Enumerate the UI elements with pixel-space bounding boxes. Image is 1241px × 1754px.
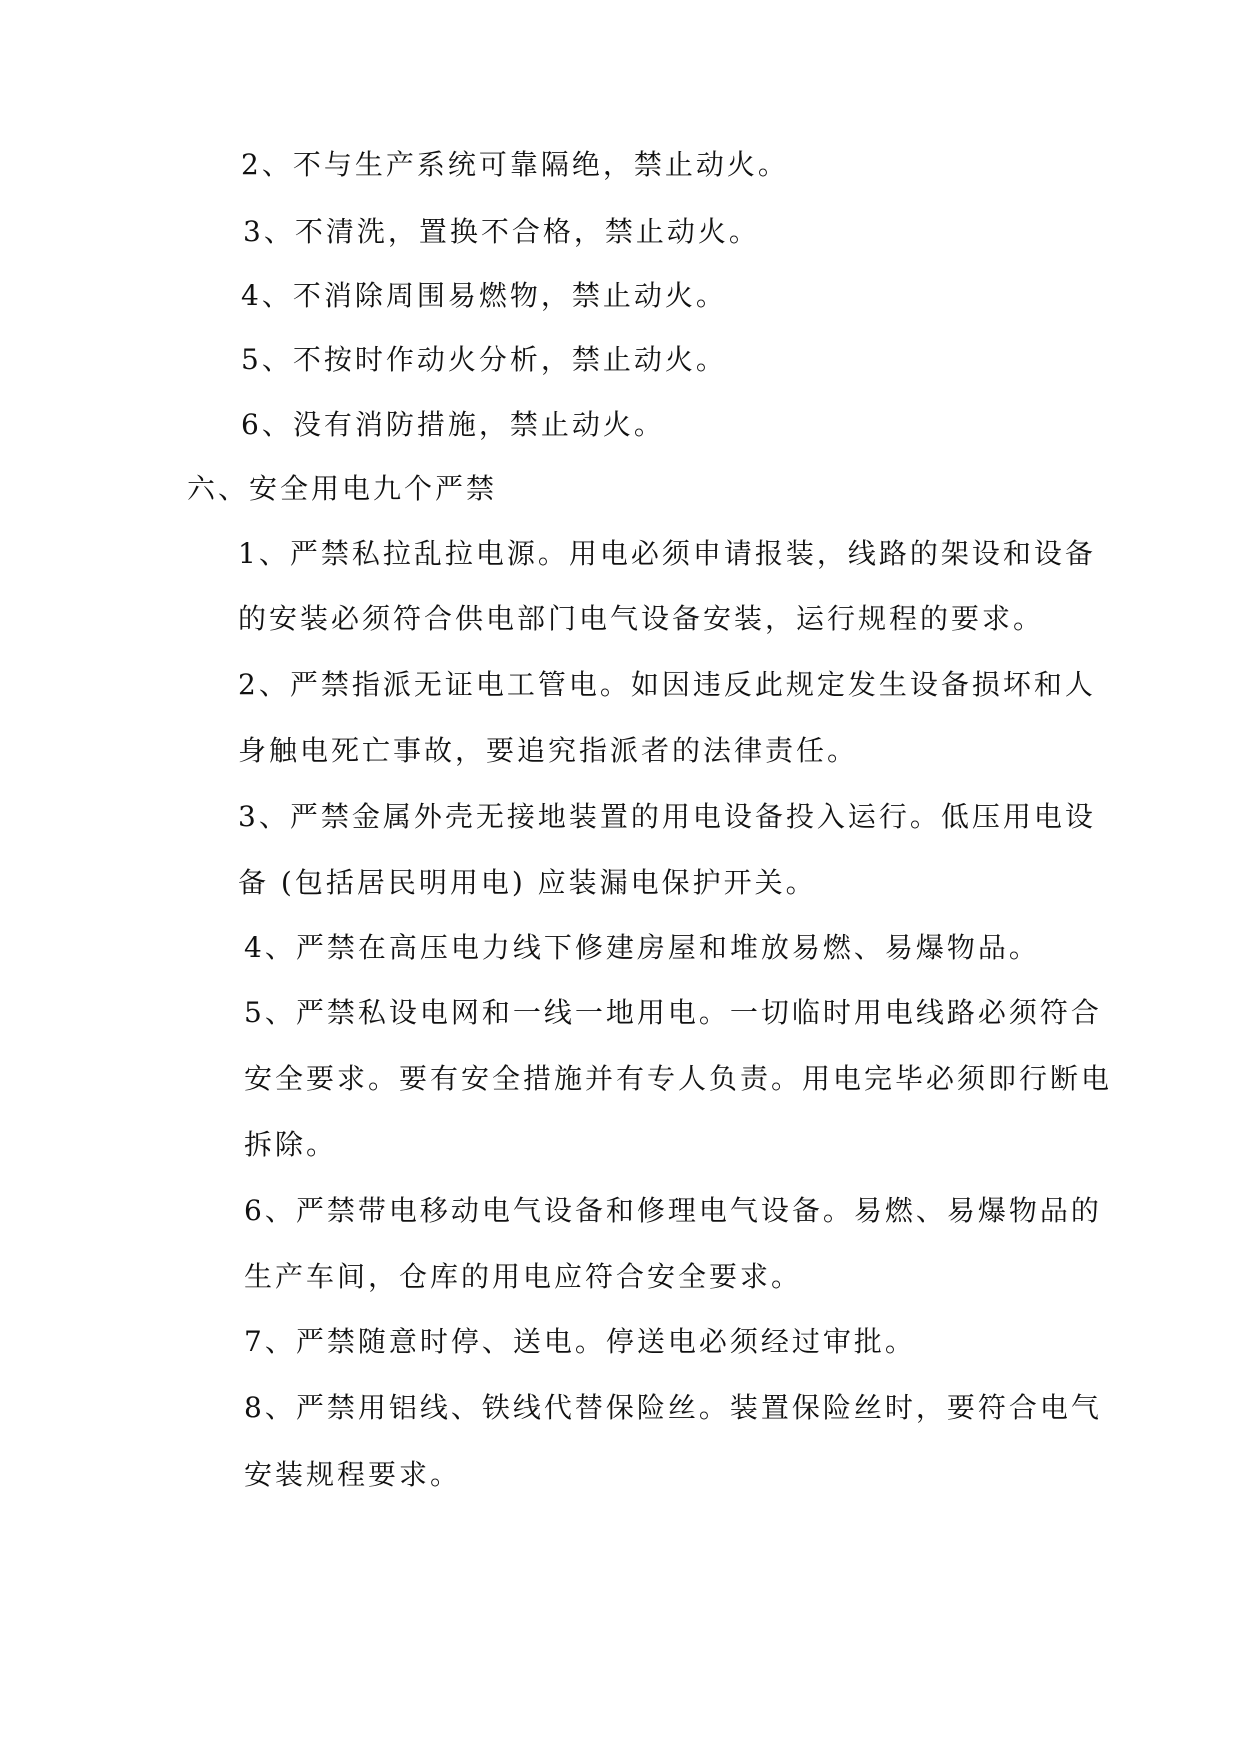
rule-item-line: 3、严禁金属外壳无接地装置的用电设备投入运行。低压用电设 (238, 800, 1096, 833)
rule-item-line: 6、严禁带电移动电气设备和修理电气设备。易燃、易爆物品的 (244, 1194, 1102, 1227)
fire-rule-item: 2、不与生产系统可靠隔绝，禁止动火。 (241, 148, 789, 181)
rule-item-line: 身触电死亡事故，要追究指派者的法律责任。 (238, 734, 859, 767)
fire-rule-item: 4、不消除周围易燃物，禁止动火。 (241, 279, 727, 312)
rule-item-line: 安全要求。要有安全措施并有专人负责。用电完毕必须即行断电 (244, 1062, 1113, 1095)
rule-item-line: 生产车间，仓库的用电应符合安全要求。 (244, 1260, 803, 1293)
fire-rule-item: 3、不清洗，置换不合格，禁止动火。 (243, 215, 760, 248)
rule-item-line: 备 (包括居民明用电) 应装漏电保护开关。 (238, 866, 817, 899)
rule-item-line: 4、严禁在高压电力线下修建房屋和堆放易燃、易爆物品。 (244, 931, 1040, 964)
rule-item-line: 7、严禁随意时停、送电。停送电必须经过审批。 (244, 1325, 916, 1358)
rule-item-line: 安装规程要求。 (244, 1458, 462, 1491)
rule-item-line: 的安装必须符合供电部门电气设备安装，运行规程的要求。 (238, 602, 1045, 635)
section-heading: 六、安全用电九个严禁 (187, 472, 498, 505)
fire-rule-item: 5、不按时作动火分析，禁止动火。 (241, 343, 727, 376)
fire-rule-item: 6、没有消防措施，禁止动火。 (241, 408, 665, 441)
rule-item-line: 1、严禁私拉乱拉电源。用电必须申请报装，线路的架设和设备 (238, 537, 1096, 570)
rule-item-line: 2、严禁指派无证电工管电。如因违反此规定发生设备损坏和人 (238, 668, 1096, 701)
rule-item-line: 拆除。 (244, 1128, 338, 1161)
rule-item-line: 5、严禁私设电网和一线一地用电。一切临时用电线路必须符合 (244, 996, 1102, 1029)
rule-item-line: 8、严禁用铝线、铁线代替保险丝。装置保险丝时，要符合电气 (244, 1391, 1102, 1424)
